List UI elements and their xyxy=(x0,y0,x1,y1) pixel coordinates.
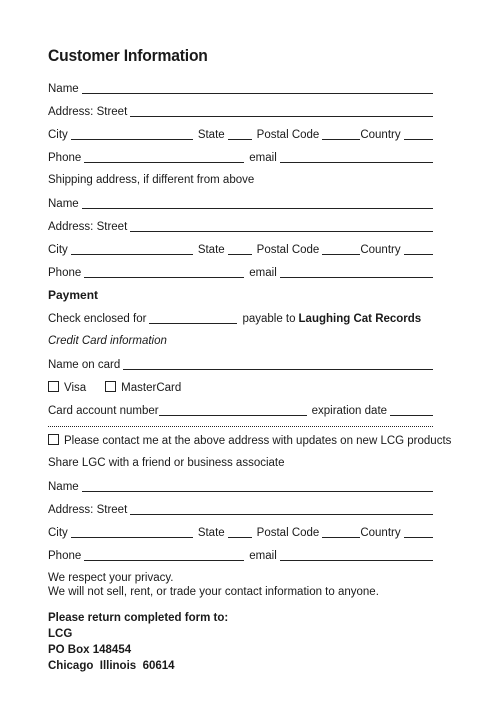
friend-country-field[interactable] xyxy=(404,525,433,538)
shipping-city-field[interactable] xyxy=(71,242,193,255)
mastercard-checkbox[interactable] xyxy=(105,381,116,392)
page-title: Customer Information xyxy=(48,46,208,65)
customer-city-field[interactable] xyxy=(71,127,193,140)
contact-optin-row xyxy=(48,431,452,448)
friend-postal-field[interactable] xyxy=(322,525,360,538)
card-type-row xyxy=(48,372,433,395)
friend-city-field[interactable] xyxy=(71,525,193,538)
friend-city-row xyxy=(48,517,433,540)
card-account-label: Card account number xyxy=(48,405,159,417)
shipping-email-field[interactable] xyxy=(280,265,433,278)
privacy-notice xyxy=(48,571,433,599)
return-org: LCG xyxy=(48,628,73,640)
dotted-divider xyxy=(48,418,433,427)
email-label: email xyxy=(249,267,277,279)
address-label: Address: Street xyxy=(48,106,128,118)
shipping-heading: Shipping address, if different from above xyxy=(48,174,255,186)
shipping-state-field[interactable] xyxy=(228,242,252,255)
customer-phone-field[interactable] xyxy=(84,150,244,163)
customer-email-field[interactable] xyxy=(280,150,433,163)
country-label: Country xyxy=(360,244,401,256)
city-label: City xyxy=(48,244,68,256)
card-account-field[interactable] xyxy=(159,403,307,416)
customer-postal-field[interactable] xyxy=(322,127,360,140)
return-pobox: PO Box 148454 xyxy=(48,644,132,656)
postal-label: Postal Code xyxy=(256,129,320,141)
friend-phone-field[interactable] xyxy=(84,548,244,561)
mastercard-option[interactable] xyxy=(89,381,184,395)
customer-country-field[interactable] xyxy=(404,127,433,140)
email-label: email xyxy=(249,152,277,164)
contact-optin-option[interactable] xyxy=(48,434,454,448)
shipping-city-row xyxy=(48,234,433,257)
country-label: Country xyxy=(360,129,401,141)
friend-name-row xyxy=(48,471,433,494)
shipping-postal-field[interactable] xyxy=(322,242,360,255)
customer-phone-row xyxy=(48,142,433,165)
payment-heading: Payment xyxy=(48,288,99,302)
visa-checkbox[interactable] xyxy=(48,381,59,392)
friend-state-field[interactable] xyxy=(228,525,252,538)
contact-optin-label: Please contact me at the above address with updates on new LCG products xyxy=(64,435,452,447)
postal-label: Postal Code xyxy=(256,244,320,256)
customer-name-row xyxy=(48,73,433,96)
customer-name-field[interactable] xyxy=(82,81,433,94)
state-label: State xyxy=(197,129,225,141)
return-city: Chicago Illinois 60614 xyxy=(48,660,175,672)
phone-label: Phone xyxy=(48,267,82,279)
credit-card-heading: Credit Card information xyxy=(48,335,167,347)
friend-phone-row xyxy=(48,540,433,563)
name-label: Name xyxy=(48,481,79,493)
check-row xyxy=(48,303,433,326)
email-label: email xyxy=(249,550,277,562)
state-label: State xyxy=(197,244,225,256)
check-amount-field[interactable] xyxy=(149,311,237,324)
city-label: City xyxy=(48,129,68,141)
shipping-phone-row xyxy=(48,257,433,280)
customer-address-field[interactable] xyxy=(130,104,433,117)
friend-email-field[interactable] xyxy=(280,548,433,561)
customer-form xyxy=(48,44,452,674)
privacy-line-2: We will not sell, rent, or trade your contact information to anyone. xyxy=(48,586,379,598)
shipping-name-row xyxy=(48,188,433,211)
city-label: City xyxy=(48,527,68,539)
friend-address-field[interactable] xyxy=(130,502,433,515)
payable-label: payable to xyxy=(242,313,296,325)
name-label: Name xyxy=(48,83,79,95)
visa-option[interactable] xyxy=(48,381,89,395)
customer-address-row xyxy=(48,96,433,119)
return-heading: Please return completed form to: xyxy=(48,612,229,624)
address-label: Address: Street xyxy=(48,221,128,233)
postal-label: Postal Code xyxy=(256,527,320,539)
mastercard-label: MasterCard xyxy=(121,382,182,394)
share-heading: Share LGC with a friend or business associate xyxy=(48,457,285,469)
name-on-card-row xyxy=(48,349,433,372)
visa-label: Visa xyxy=(64,382,87,394)
customer-state-field[interactable] xyxy=(228,127,252,140)
friend-name-field[interactable] xyxy=(82,479,433,492)
card-account-row xyxy=(48,395,433,418)
shipping-name-field[interactable] xyxy=(82,196,433,209)
name-on-card-label: Name on card xyxy=(48,359,121,371)
shipping-phone-field[interactable] xyxy=(84,265,244,278)
name-on-card-field[interactable] xyxy=(123,357,433,370)
privacy-line-1: We respect your privacy. xyxy=(48,572,174,584)
phone-label: Phone xyxy=(48,152,82,164)
shipping-address-field[interactable] xyxy=(130,219,433,232)
contact-optin-checkbox[interactable] xyxy=(48,434,59,445)
shipping-country-field[interactable] xyxy=(404,242,433,255)
country-label: Country xyxy=(360,527,401,539)
payee-name: Laughing Cat Records xyxy=(298,313,422,325)
expiration-field[interactable] xyxy=(390,403,433,416)
shipping-address-row xyxy=(48,211,433,234)
return-address xyxy=(48,610,433,674)
friend-address-row xyxy=(48,494,433,517)
address-label: Address: Street xyxy=(48,504,128,516)
phone-label: Phone xyxy=(48,550,82,562)
state-label: State xyxy=(197,527,225,539)
name-label: Name xyxy=(48,198,79,210)
expiration-label: expiration date xyxy=(311,405,388,417)
check-label: Check enclosed for xyxy=(48,313,147,325)
customer-city-row xyxy=(48,119,433,142)
